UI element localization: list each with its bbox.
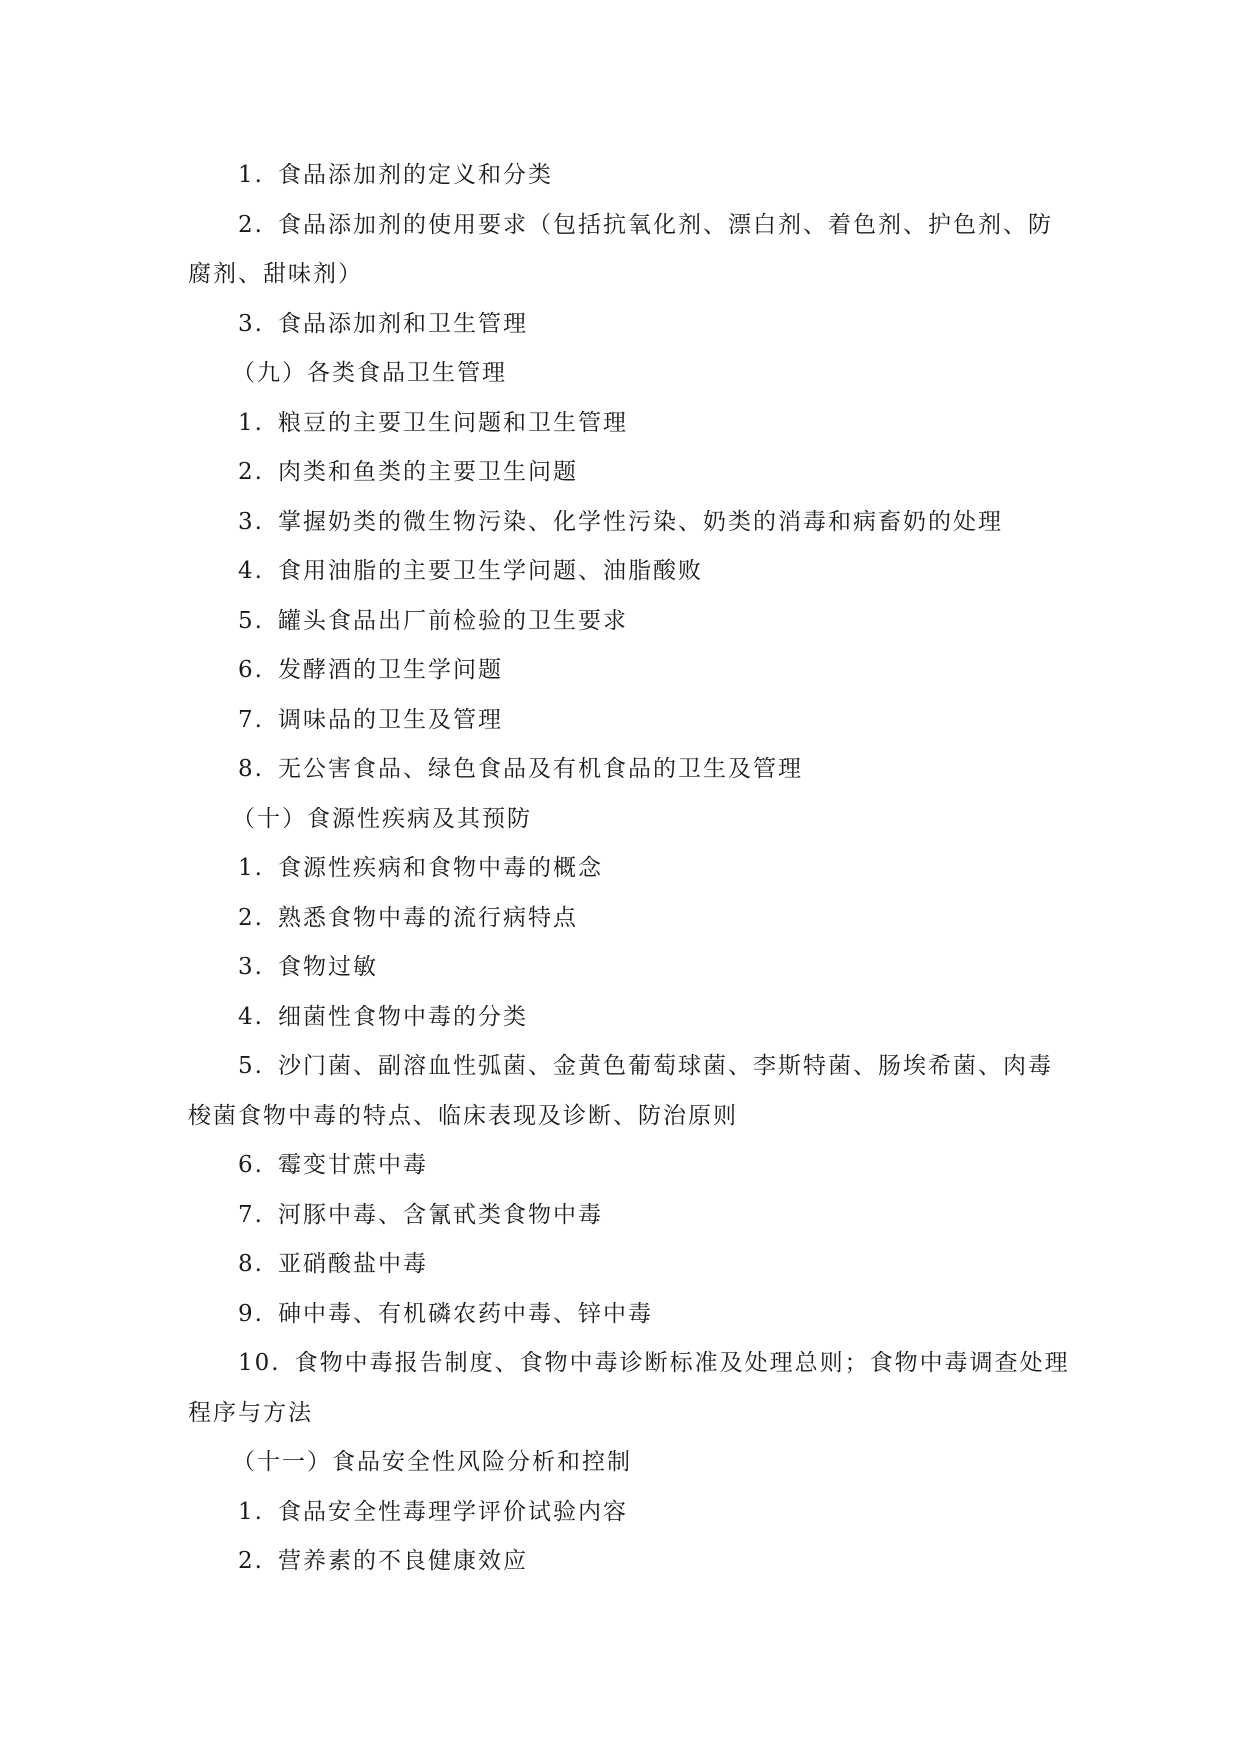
list-item xyxy=(238,1348,1070,1378)
heading-text: （十）食源性疾病及其预防 xyxy=(232,806,532,832)
item-number: 6. xyxy=(238,657,264,683)
list-item xyxy=(238,507,1003,537)
list-item xyxy=(238,952,378,982)
list-item xyxy=(238,556,703,586)
item-number: 3. xyxy=(238,311,264,337)
section-heading xyxy=(232,1447,632,1477)
item-text: 发酵酒的卫生学问题 xyxy=(277,657,503,683)
item-number: 5. xyxy=(238,608,264,634)
item-number: 3. xyxy=(238,509,264,535)
list-item xyxy=(238,1249,428,1279)
item-text: 营养素的不良健康效应 xyxy=(277,1548,528,1574)
list-item xyxy=(238,309,528,339)
list-item xyxy=(238,160,553,190)
item-text: 无公害食品、绿色食品及有机食品的卫生及管理 xyxy=(277,756,803,782)
item-text: 梭菌食物中毒的特点、临床表现及诊断、防治原则 xyxy=(188,1103,738,1129)
list-item xyxy=(238,1546,528,1576)
list-item xyxy=(238,1200,603,1230)
item-text: 粮豆的主要卫生问题和卫生管理 xyxy=(277,410,628,436)
item-text: 河豚中毒、含氰甙类食物中毒 xyxy=(277,1202,603,1228)
item-number: 2. xyxy=(238,212,264,238)
item-text: 细菌性食物中毒的分类 xyxy=(277,1004,528,1030)
list-item xyxy=(238,210,1053,240)
item-text: 食用油脂的主要卫生学问题、油脂酸败 xyxy=(277,558,703,584)
list-item xyxy=(238,754,803,784)
item-number: 1. xyxy=(238,162,264,188)
item-number: 6. xyxy=(238,1152,264,1178)
item-number: 2. xyxy=(238,905,264,931)
item-number: 1. xyxy=(238,855,264,881)
item-text: 食源性疾病和食物中毒的概念 xyxy=(277,855,603,881)
item-text: 食物过敏 xyxy=(277,954,378,980)
item-text: 霉变甘蔗中毒 xyxy=(277,1152,428,1178)
item-text: 食品添加剂的定义和分类 xyxy=(277,162,553,188)
item-text: 亚硝酸盐中毒 xyxy=(277,1251,428,1277)
item-number: 7. xyxy=(238,707,264,733)
item-text: 程序与方法 xyxy=(188,1400,313,1426)
item-text: 食品安全性毒理学评价试验内容 xyxy=(277,1499,628,1525)
list-item xyxy=(238,1002,528,1032)
item-text: 沙门菌、副溶血性弧菌、金黄色葡萄球菌、李斯特菌、肠埃希菌、肉毒 xyxy=(277,1053,1053,1079)
item-text: 罐头食品出厂前检验的卫生要求 xyxy=(277,608,628,634)
list-item xyxy=(238,1497,628,1527)
list-item xyxy=(238,853,603,883)
section-heading xyxy=(232,358,507,388)
item-text: 食物中毒报告制度、食物中毒诊断标准及处理总则；食物中毒调查处理 xyxy=(294,1350,1070,1376)
item-number: 10. xyxy=(238,1350,281,1376)
heading-text: （九）各类食品卫生管理 xyxy=(232,360,507,386)
item-number: 2. xyxy=(238,459,264,485)
item-text: 食品添加剂的使用要求（包括抗氧化剂、漂白剂、着色剂、护色剂、防 xyxy=(277,212,1053,238)
list-item xyxy=(238,903,578,933)
item-text: 调味品的卫生及管理 xyxy=(277,707,503,733)
heading-text: （十一）食品安全性风险分析和控制 xyxy=(232,1449,632,1475)
item-text: 熟悉食物中毒的流行病特点 xyxy=(277,905,578,931)
item-number: 4. xyxy=(238,1004,264,1030)
item-text: 砷中毒、有机磷农药中毒、锌中毒 xyxy=(277,1301,653,1327)
item-number: 8. xyxy=(238,756,264,782)
item-number: 1. xyxy=(238,410,264,436)
list-item xyxy=(238,606,628,636)
continuation-line xyxy=(188,1398,313,1428)
item-number: 9. xyxy=(238,1301,264,1327)
item-number: 7. xyxy=(238,1202,264,1228)
list-item xyxy=(238,655,503,685)
list-item xyxy=(238,1051,1053,1081)
item-number: 5. xyxy=(238,1053,264,1079)
section-heading xyxy=(232,804,532,834)
continuation-line xyxy=(188,259,363,289)
list-item xyxy=(238,408,628,438)
list-item xyxy=(238,1150,428,1180)
list-item xyxy=(238,457,578,487)
item-number: 8. xyxy=(238,1251,264,1277)
item-text: 腐剂、甜味剂） xyxy=(188,261,363,287)
item-text: 掌握奶类的微生物污染、化学性污染、奶类的消毒和病畜奶的处理 xyxy=(277,509,1003,535)
item-text: 食品添加剂和卫生管理 xyxy=(277,311,528,337)
item-number: 2. xyxy=(238,1548,264,1574)
list-item xyxy=(238,1299,653,1329)
item-text: 肉类和鱼类的主要卫生问题 xyxy=(277,459,578,485)
item-number: 1. xyxy=(238,1499,264,1525)
list-item xyxy=(238,705,503,735)
item-number: 4. xyxy=(238,558,264,584)
continuation-line xyxy=(188,1101,738,1131)
item-number: 3. xyxy=(238,954,264,980)
